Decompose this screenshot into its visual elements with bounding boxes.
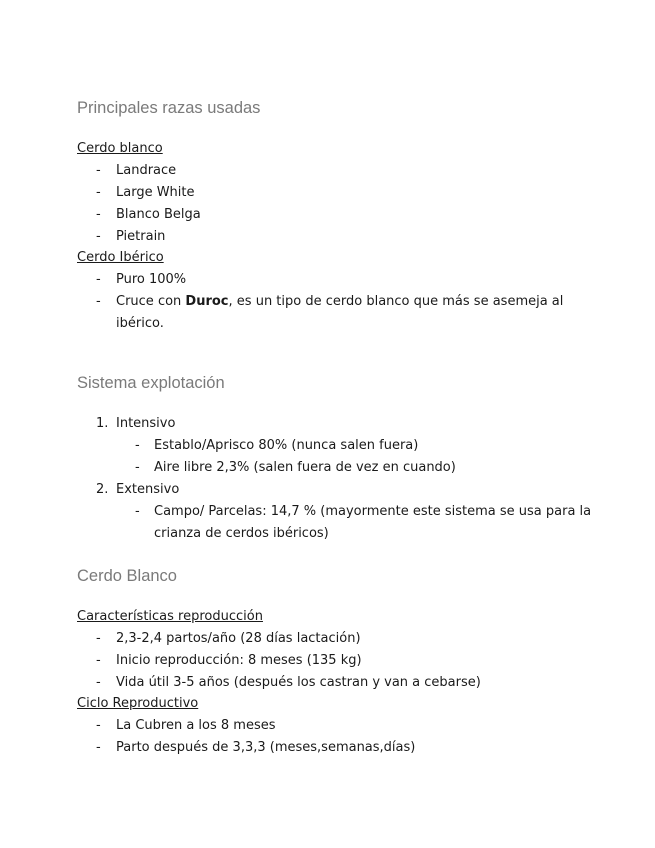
list-item-cruce [116,293,563,311]
list-item: Pietrain [116,229,166,244]
subheading-ciclo-reproductivo: Ciclo Reproductivo [77,696,199,711]
heading-cerdo-blanco: Cerdo Blanco [77,567,177,585]
list-item-continuation: crianza de cerdos ibéricos) [154,526,329,541]
bullet-dash: - [135,460,140,475]
subheading-cerdo-blanco: Cerdo blanco [77,141,163,156]
list-item: Aire libre 2,3% (salen fuera de vez en cuando) [154,460,456,475]
bullet-dash: - [96,675,101,690]
heading-sistema-explotacion: Sistema explotación [77,374,225,392]
cruce-suffix: , es un tipo de cerdo blanco que más se asemeja al [228,294,564,309]
list-item: Large White [116,185,195,200]
list-item-continuation: ibérico. [116,316,164,331]
list-number: 1. [96,416,109,431]
cruce-prefix: Cruce con [116,294,186,309]
bullet-dash: - [96,653,101,668]
list-item: Campo/ Parcelas: 14,7 % (mayormente este sistema se usa para la [154,504,592,519]
bullet-dash: - [96,163,101,178]
list-item: 2,3-2,4 partos/año (28 días lactación) [116,631,361,646]
list-item: Puro 100% [116,272,187,287]
bullet-dash: - [96,631,101,646]
bullet-dash: - [135,504,140,519]
bullet-dash: - [96,229,101,244]
bullet-dash: - [135,438,140,453]
bullet-dash: - [96,185,101,200]
list-item: Landrace [116,163,177,178]
list-item: Vida útil 3-5 años (después los castran y van a cebarse) [116,675,481,690]
bullet-dash: - [96,272,101,287]
bullet-dash: - [96,207,101,222]
list-item: Blanco Belga [116,207,201,222]
bullet-dash: - [96,718,101,733]
list-item: Establo/Aprisco 80% (nunca salen fuera) [154,438,419,453]
heading-principales-razas: Principales razas usadas [77,99,261,117]
bullet-dash: - [96,740,101,755]
list-item: Inicio reproducción: 8 meses (135 kg) [116,653,362,668]
bullet-dash: - [96,294,101,309]
subheading-caracteristicas-reproduccion: Características reproducción [77,609,263,624]
list-item-extensivo: Extensivo [116,482,180,497]
list-item: Parto después de 3,3,3 (meses,semanas,días) [116,740,416,755]
list-number: 2. [96,482,109,497]
subheading-cerdo-iberico: Cerdo Ibérico [77,250,164,265]
list-item: La Cubren a los 8 meses [116,718,276,733]
duroc-bold: Duroc [185,294,229,309]
list-item-intensivo: Intensivo [116,416,176,431]
